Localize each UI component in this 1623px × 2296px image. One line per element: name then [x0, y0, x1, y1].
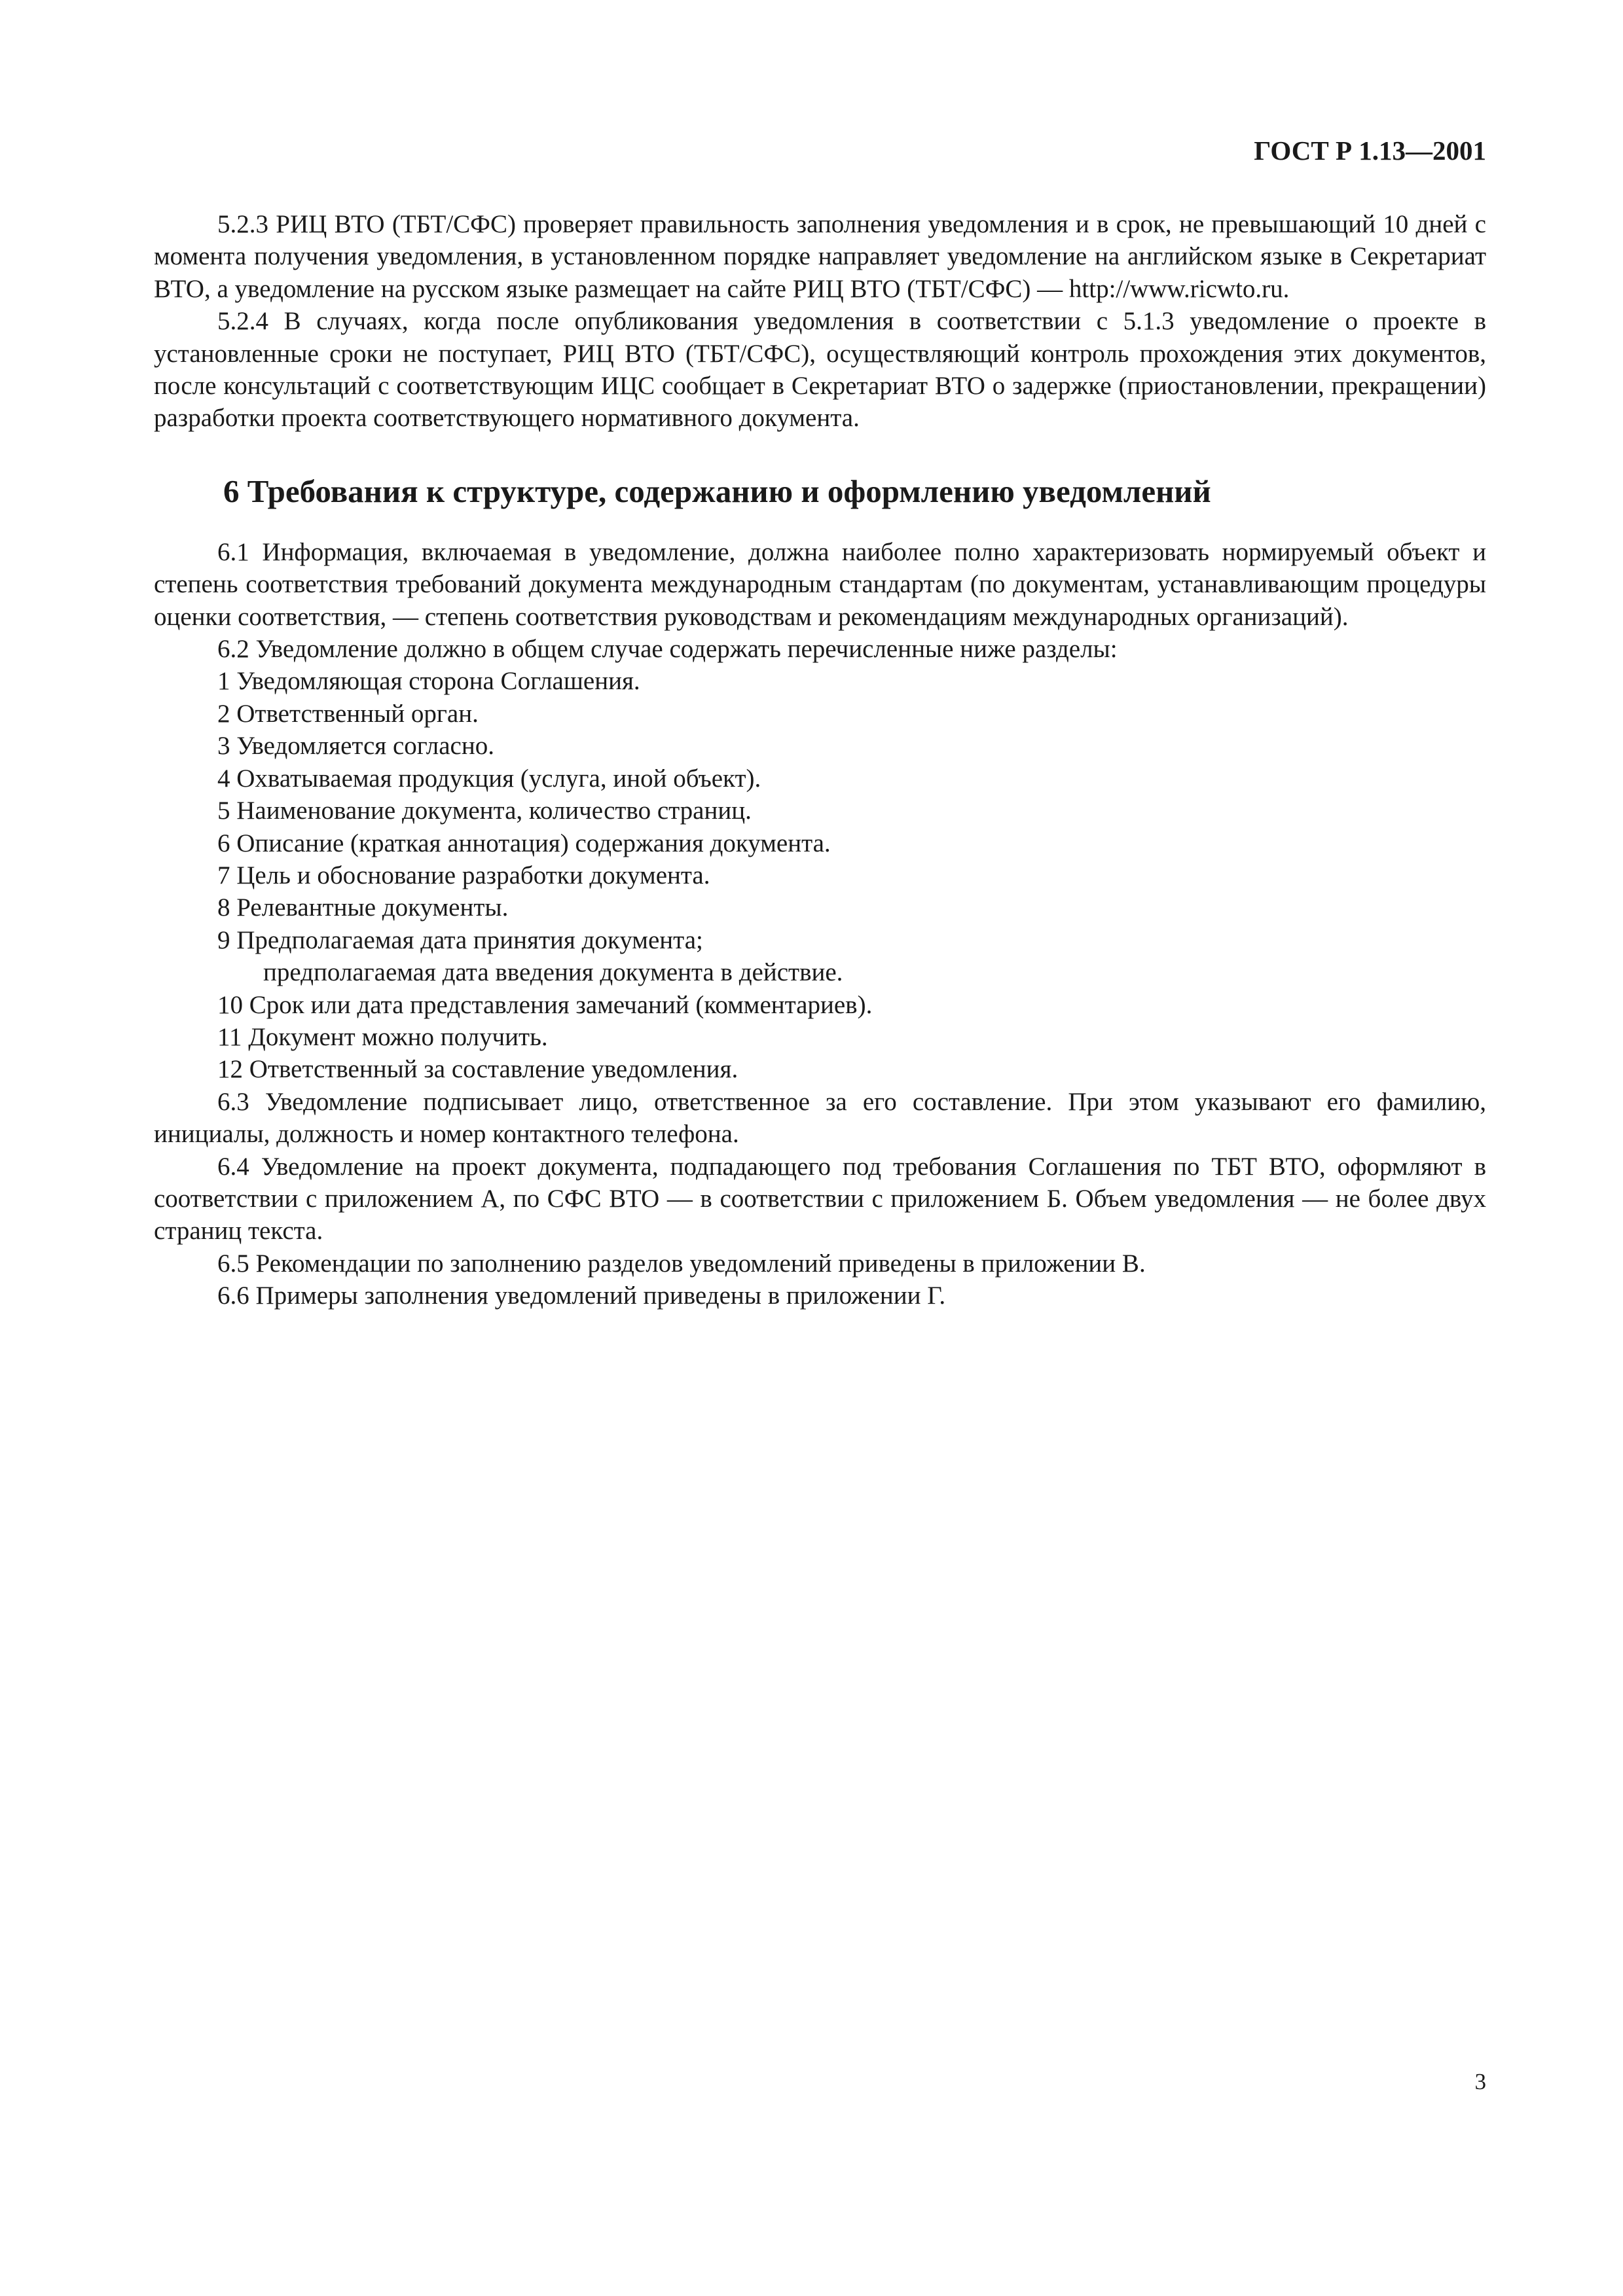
clause-6-4: 6.4 Уведомление на проект документа, подпадающего под требования Соглашения по ТБТ ВТО, оформляют в соответствии с приложением А, по СФС ВТО — в соответствии с приложением Б. Объем уведомления — не более двух страниц текста. [154, 1152, 1486, 1246]
clause-6-1: 6.1 Информация, включаемая в уведомление, должна наиболее полно характеризовать нормируемый объект и степень соответствия требований документа международным стандартам (по документам, устанавливающим процедуры оценки соответствия, — степень соответствия руководствам и рекомендациям международных организаций). [154, 537, 1486, 631]
list-item: 12 Ответственный за составление уведомления. [217, 1055, 739, 1084]
list-item: 10 Срок или дата представления замечаний (комментариев). [217, 990, 873, 1019]
notification-sections-list [154, 665, 1486, 1085]
section-6-heading: 6 Требования к структуре, содержанию и оформлению уведомлений [223, 473, 1211, 509]
document-body [154, 208, 1486, 1312]
clause-6-3: 6.3 Уведомление подписывает лицо, ответственное за его составление. При этом указывают его фамилию, инициалы, должность и номер контактного телефона. [154, 1087, 1486, 1149]
list-item: 8 Релевантные документы. [217, 893, 509, 922]
list-item: 1 Уведомляющая сторона Соглашения. [217, 667, 640, 696]
document-code-header: ГОСТ Р 1.13—2001 [1254, 135, 1486, 166]
list-item: 9 Предполагаемая дата принятия документа; [217, 925, 703, 954]
list-item: 7 Цель и обоснование разработки документа. [217, 861, 710, 889]
list-item: 5 Наименование документа, количество страниц. [217, 797, 752, 825]
list-item: 2 Ответственный орган. [217, 699, 479, 728]
page-number: 3 [1474, 2069, 1486, 2094]
clause-6-2: 6.2 Уведомление должно в общем случае содержать перечисленные ниже разделы: [217, 635, 1118, 664]
clause-6-6: 6.6 Примеры заполнения уведомлений приведены в приложении Г. [217, 1282, 946, 1310]
list-item: 11 Документ можно получить. [217, 1022, 548, 1051]
list-item-continuation: предполагаемая дата введения документа в действие. [263, 958, 843, 987]
clause-6-5: 6.5 Рекомендации по заполнению разделов уведомлений приведены в приложении В. [217, 1249, 1146, 1278]
list-item: 3 Уведомляется согласно. [217, 732, 494, 761]
clause-5-2-4: 5.2.4 В случаях, когда после опубликования уведомления в соответствии с 5.1.3 уведомление о проекте в установленные сроки не поступает, РИЦ ВТО (ТБТ/СФС), осуществляющий контроль прохождения этих документов, после консультаций с соответствующим ИЦС сообщает в Секретариат ВТО о задержке (приостановлении, прекращении) разработки проекта соответствующего нормативного документа. [154, 307, 1486, 433]
list-item: 6 Описание (краткая аннотация) содержания документа. [217, 829, 831, 857]
list-item: 4 Охватываемая продукция (услуга, иной объект). [217, 764, 761, 793]
clause-5-2-3: 5.2.3 РИЦ ВТО (ТБТ/СФС) проверяет правильность заполнения уведомления и в срок, не превышающий 10 дней с момента получения уведомления, в установленном порядке направляет уведомление на английском языке в Секретариат ВТО, а уведомление на русском языке размещает на сайте РИЦ ВТО (ТБТ/СФС) — http://www.ricwto.ru. [154, 210, 1486, 303]
